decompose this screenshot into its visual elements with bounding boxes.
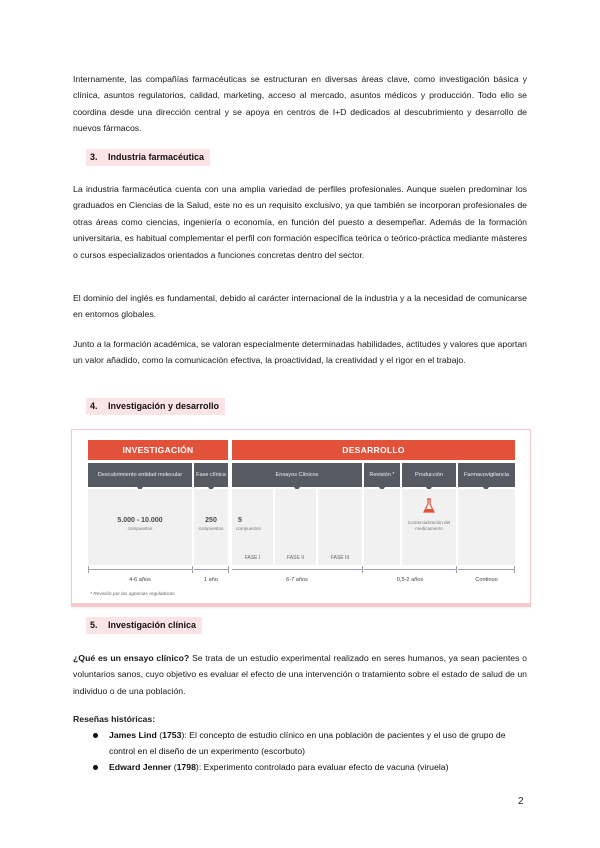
duration-investigacion: 4-6 años [129,577,151,583]
bullet-year: 1798 [176,762,196,772]
section-3-paragraph-2: El dominio del inglés es fundamental, debido al carácter internacional de la industria y a la necesidad de comunicarse en entornos globales. [73,293,527,320]
value-compuestos-fase: 250 [205,517,217,524]
phase-2-label: FASE II [287,555,304,561]
duration-farmacovigilancia: Continuo [475,577,498,583]
label-compuestos-descubrimiento: compuestos [127,526,153,531]
timeline-tick [514,566,515,573]
timeline-tick [362,566,363,573]
bullet-name: James Lind [109,730,157,740]
section-3-number: 3. [90,152,98,162]
figure-footnote: * Revisión por las agencias reguladoras [90,592,175,597]
section-4-heading [86,398,225,415]
intro-paragraph: Internamente, las compañías farmacéuticas se estructuran en diversas áreas clave, como investigación básica y clínica, asuntos regulatorios, calidad, marketing, acceso al mercado, asuntos médicos y producción. Todo ello se coordina desde una dirección central y se apoya en centros de I+D dedicados al descubrimiento y desarrollo de nuevos fármacos. [73,74,527,134]
section-3-title: Industria farmacéutica [108,152,205,162]
phase-1-label: FASE I [244,555,261,561]
timeline-tick [228,566,229,573]
label-compuestos-ensayos: compuestos [236,526,261,531]
band-investigacion: INVESTIGACIÓN [88,440,228,460]
section-3-paragraph-3: Junto a la formación académica, se valoran especialmente determinadas habilidades, actitudes y valores que aportan un valor añadido, como la comunicación efectiva, la proactividad, la creatividad y el rigor en el trabajo. [73,339,527,366]
cell-revision [364,489,400,565]
label-comercializacion: Comercialización del medicamento [407,520,451,531]
question-bold: ¿Qué es un ensayo clínico? [73,653,190,663]
col-farmacovigilancia: Farmacovigilancia [458,463,515,487]
timeline-tick [456,566,457,573]
timeline-segment [364,569,456,570]
cell-farmacovigilancia [458,489,515,565]
section-5-paragraph [73,650,527,699]
section-5-title: Investigación clínica [108,620,197,630]
resenas-title: Reseñas históricas: [73,714,156,724]
section-4-title: Investigación y desarrollo [108,401,220,411]
value-compuestos-descubrimiento: 5.000 - 10.000 [117,517,163,524]
col-descubrimiento: Descubrimiento entidad molecular [88,463,192,487]
bullet-icon [93,733,98,738]
bullet-name: Edward Jenner [109,762,172,772]
document-page: Internamente, las compañías farmacéuticas se estructuran en diversas áreas clave, como investigación básica y clínica, asuntos regulatorios, calidad, marketing, acceso al mercado, asuntos médicos y producción. Todo ello se coordina desde una dirección central y se apoya en centros de I+D dedicados al descubrimiento y desarrollo de nuevos fármacos. 3. Industria farmacéutica La industria farmacéutica cuenta con una amplia variedad de perfiles profesionales. Aunque suelen predominar los graduados en Ciencias de la Salud, este no es un requisito exclusivo, ya que también se incorporan profesionales de otras áreas como ciencias, ingeniería o economía, en función del puesto a desempeñar. Además de la formación universitaria, es habitual complementar el perfil con formación específica teórica o teórico-práctica mediante másteres o cursos especializados orientados a funciones concretas dentro del sector. El dominio del inglés es fundamental, debido al carácter internacional de la industria y a la necesidad de comunicarse en entornos globales. Junto a la formación académica, se valoran especialmente determinadas habilidades, actitudes y valores que aportan un valor añadido, como la comunicación efectiva, la proactividad, la creatividad y el rigor en el trabajo. 4. Investigación y desarrollo INVESTIGACIÓN DESARROLLO Descubrimiento entidad molecular Fase clínica Ensayos Clínicos Revisión * Producción Farmacovigilancia 5.000 - 10.000 compuestos 250 compuestos 5 compuestos Comercialización del medicamento FASE I FASE II FASE III 4-6 años 1 año 6-7 años 0,5-2 años Continuo * Revisión por las agencias reguladoras 5. Investigación clínica ¿Qué es un ensayo clínico? Se trata de un estudio experimental realizado en seres humanos, ya sean pacientes o voluntarios sanos, cuyo objetivo es evaluar el efecto de una intervención o tratamiento sobre el estado de salud de un individuo o de una población. Reseñas históricas: James Lind (1753): El concepto de estudio clínico en una población de pacientes y el uso de grupo de control en el diseño de un experimento (escorbuto) Edward Jenner (1798): Experimento controlado para evaluar efecto de vacuna (viruela) 2 [0,0,600,848]
bullet-text: : Experimento controlado para evaluar efecto de vacuna (viruela) [198,762,449,772]
timeline-tick [88,566,89,573]
col-fase-clinica: Fase clínica [194,463,228,487]
section-5-number: 5. [90,620,98,630]
page-number: 2 [518,796,524,807]
label-compuestos-fase: compuestos [198,526,224,531]
rd-process-figure [72,430,530,606]
timeline-segment [458,569,515,570]
question-rest: Se trata de un estudio experimental realizado en seres humanos, ya sean pacientes o voluntarios sanos, cuyo objetivo es evaluar el efecto de una intervención o tratamiento sobre el estado de salud de un individuo o de una población. [73,653,527,696]
timeline-segment [194,569,228,570]
bullet-text: : El concepto de estudio clínico en una población de pacientes y el uso de grupo de control en el diseño de un experimento (escorbuto) [109,730,506,757]
cell-fase-2 [275,489,316,565]
band-desarrollo: DESARROLLO [232,440,515,460]
timeline-segment [232,569,362,570]
col-revision: Revisión * [364,463,400,487]
duration-ensayos: 6-7 años [286,577,308,583]
col-produccion: Producción [402,463,456,487]
col-ensayos-clinicos: Ensayos Clínicos [232,463,362,487]
timeline-segment [88,569,192,570]
phase-3-label: FASE III [330,555,350,561]
timeline-tick [192,566,193,573]
bullet-year: 1753 [162,730,182,740]
flask-icon [422,498,436,514]
section-3-paragraph-1: La industria farmacéutica cuenta con una amplia variedad de perfiles profesionales. Aunque suelen predominar los graduados en Ciencias de la Salud, este no es un requisito exclusivo, ya que también se incorporan profesionales de otras áreas como ciencias, ingeniería o economía, en función del puesto a desempeñar. Además de la formación universitaria, es habitual complementar el perfil con formación específica teórica o teórico-práctica mediante másteres o cursos especializados orientados a funciones concretas dentro del sector. [73,184,527,260]
duration-revision-produccion: 0,5-2 años [396,577,424,583]
rd-process-diagram [88,440,515,597]
value-compuestos-ensayos: 5 [238,517,242,524]
duration-fase-clinica: 1 año [204,577,218,583]
cell-fase-3 [318,489,362,565]
section-4-number: 4. [90,401,98,411]
bullet-icon [93,765,98,770]
section-3-heading [86,149,210,166]
section-5-heading [86,617,202,634]
